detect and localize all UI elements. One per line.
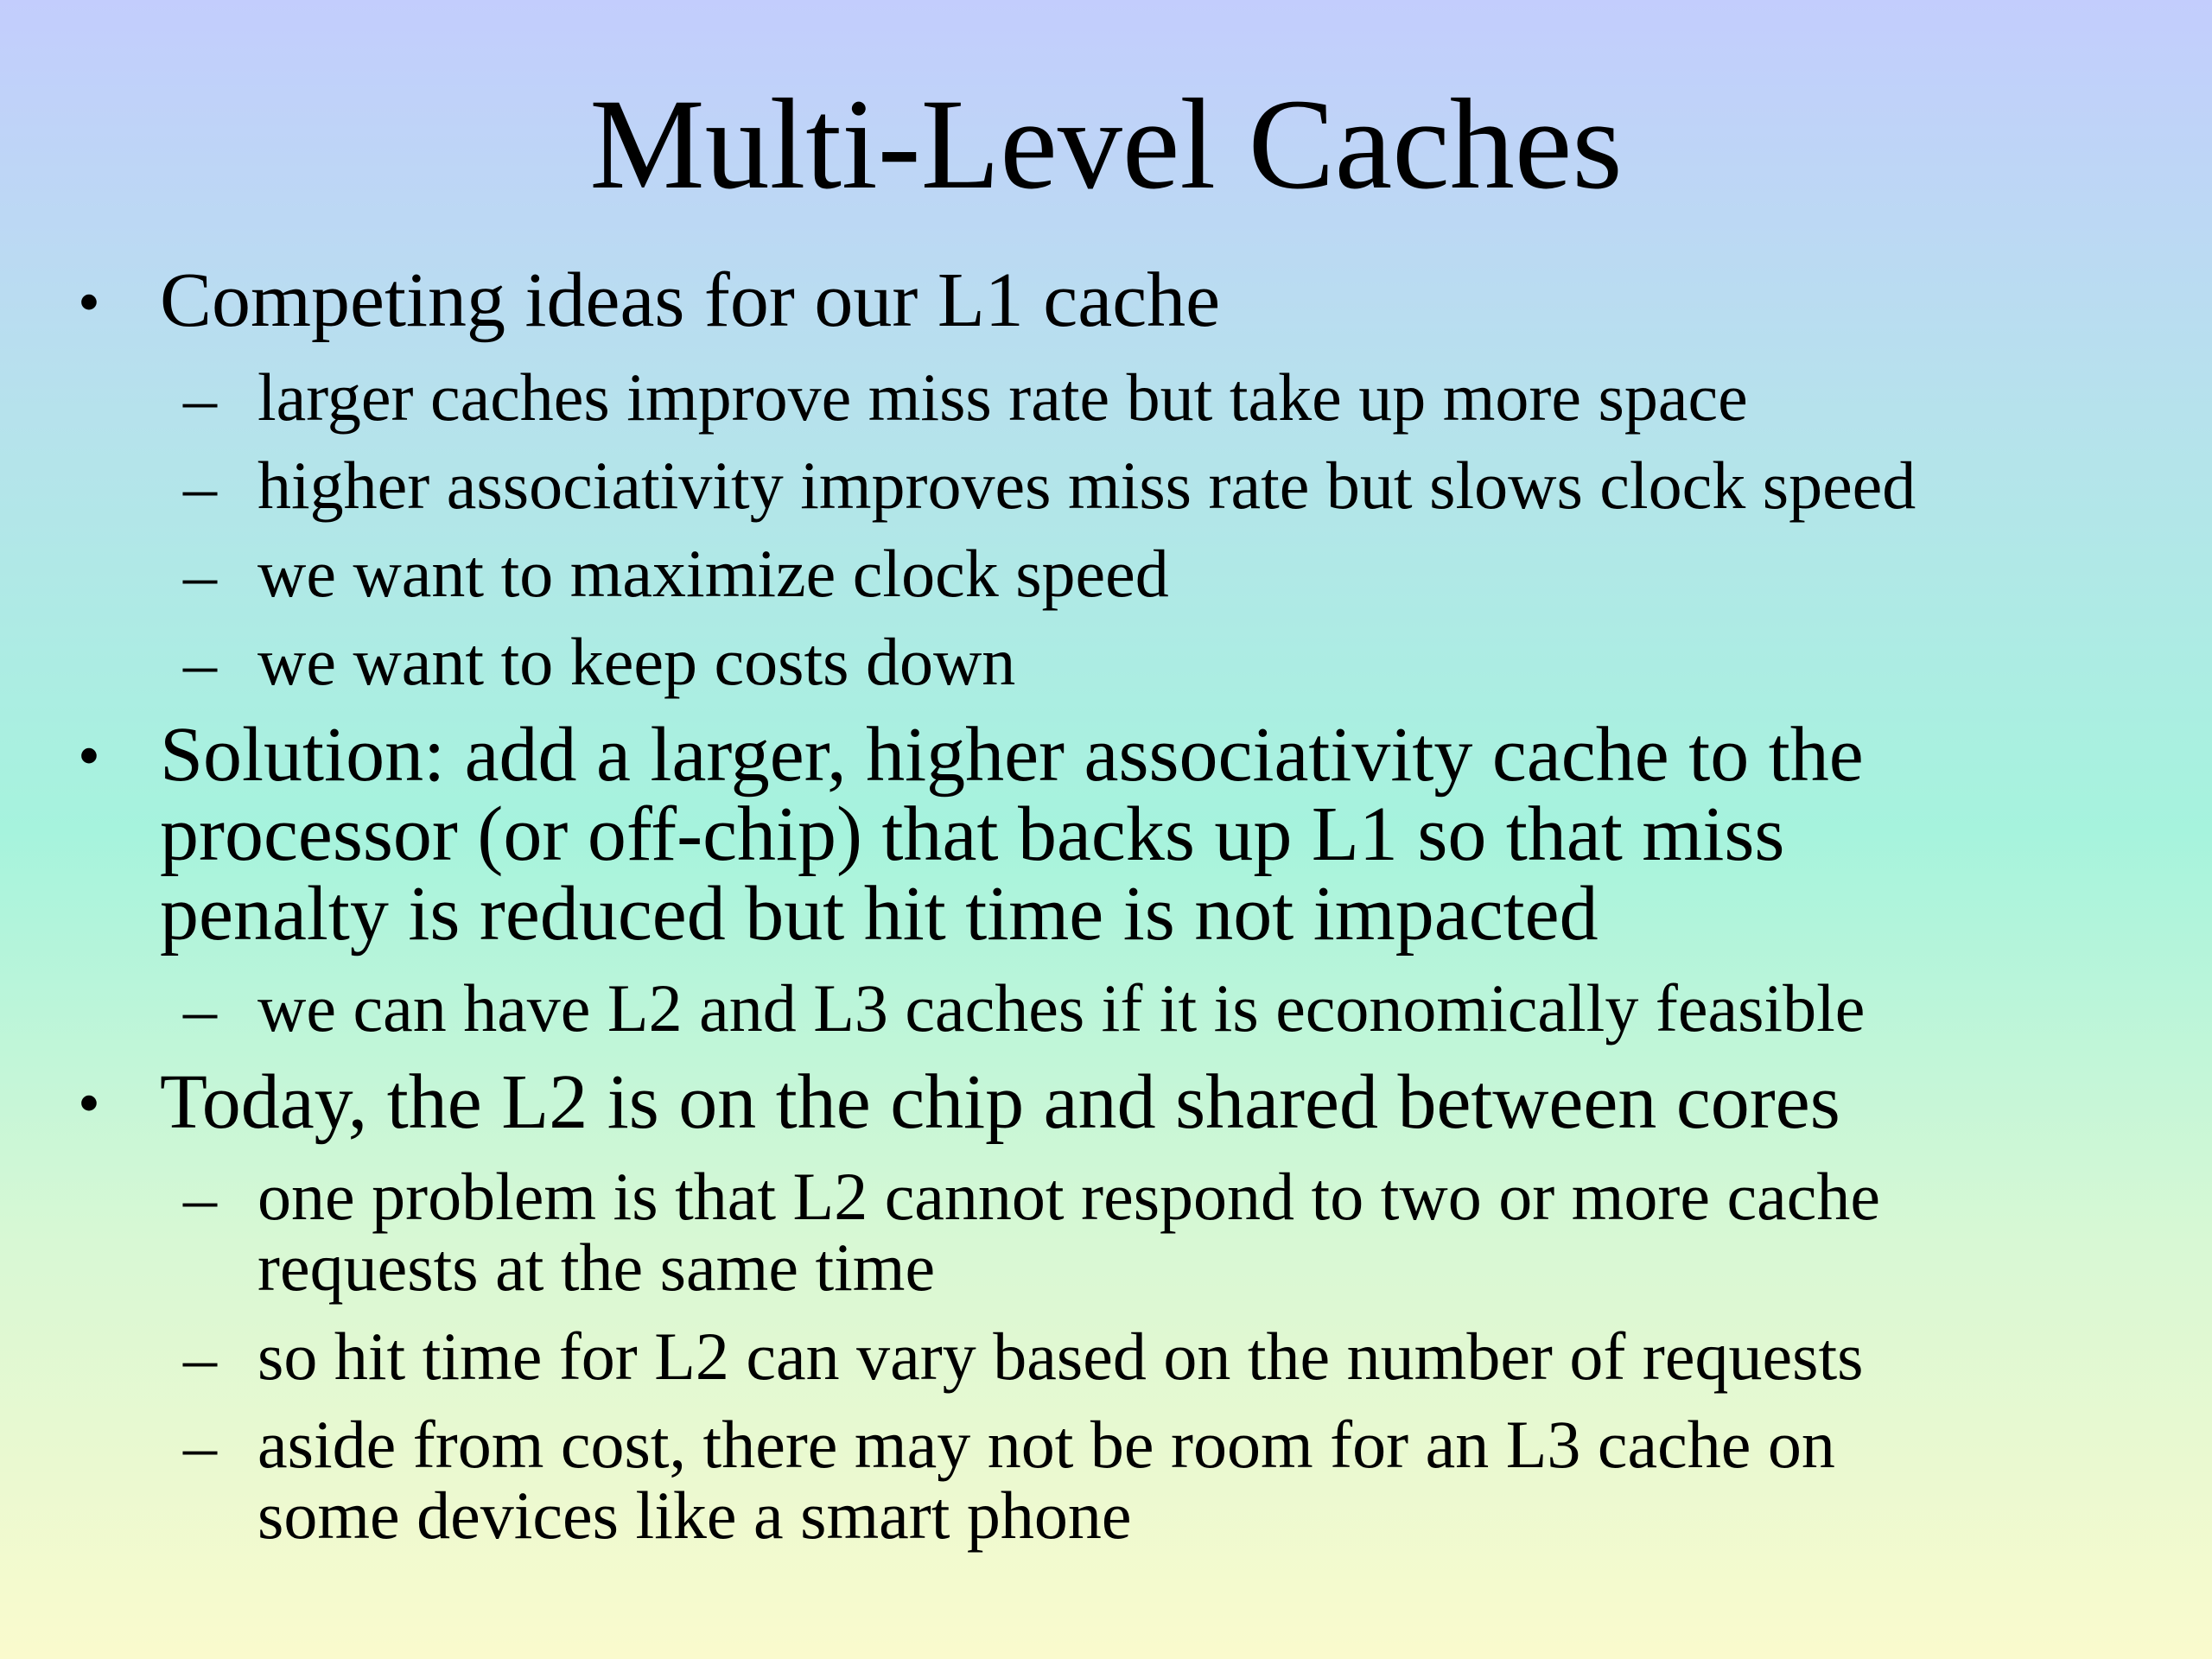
sub-point-3-1-line-2: requests at the same time: [257, 1230, 936, 1305]
sub-point-3-1-line-1: one problem is that L2 cannot respond to two or more cache: [257, 1159, 1880, 1234]
sub-point-3-3-line-1: aside from cost, there may not be room for an L3 cache on: [257, 1407, 1835, 1482]
bullet-point-3: Today, the L2 is on the chip and shared between cores: [160, 1059, 1840, 1145]
dash-icon: –: [183, 972, 217, 1047]
bullet-point-2-line-2: processor (or off-chip) that backs up L1 so that miss: [160, 791, 1785, 877]
dash-icon: –: [183, 537, 217, 613]
dash-icon: –: [183, 626, 217, 701]
bullet-icon: •: [78, 721, 100, 791]
sub-point-3-3-line-2: some devices like a smart phone: [257, 1478, 1132, 1553]
dash-icon: –: [183, 1160, 217, 1236]
dash-icon: –: [183, 449, 217, 524]
sub-point-1-3: we want to maximize clock speed: [257, 536, 1169, 611]
sub-point-2-1: we can have L2 and L3 caches if it is economically feasible: [257, 970, 1866, 1046]
slide-title: Multi-Level Caches: [589, 73, 1623, 216]
dash-icon: –: [183, 1320, 217, 1395]
bullet-point-2-line-1: Solution: add a larger, higher associativity cache to the: [160, 712, 1864, 798]
bullet-point-1: Competing ideas for our L1 cache: [160, 257, 1221, 343]
dash-icon: –: [183, 1408, 217, 1484]
bullet-icon: •: [78, 267, 100, 338]
sub-point-3-2: so hit time for L2 can vary based on the number of requests: [257, 1319, 1864, 1394]
dash-icon: –: [183, 361, 217, 436]
bullet-point-2-line-3: penalty is reduced but hit time is not impacted: [160, 871, 1599, 957]
sub-point-1-2: higher associativity improves miss rate but slows clock speed: [257, 448, 1916, 523]
sub-point-1-1: larger caches improve miss rate but take up more space: [257, 359, 1748, 435]
sub-point-1-4: we want to keep costs down: [257, 624, 1016, 699]
bullet-icon: •: [78, 1068, 100, 1139]
